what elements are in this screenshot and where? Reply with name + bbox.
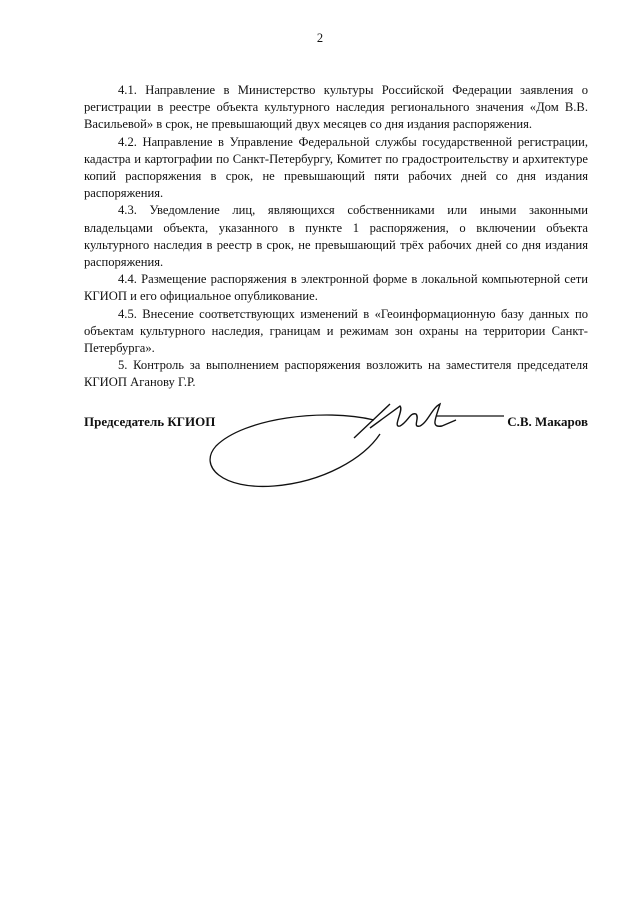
paragraph-5: 5. Контроль за выполнением распоряжения возложить на заместителя председателя КГИОП Аганову Г.Р. (84, 358, 588, 390)
document-body (84, 82, 588, 392)
page-number: 2 (316, 31, 324, 45)
paragraph-4-4: 4.4. Размещение распоряжения в электронной форме в локальной компьютерной сети КГИОП и его официальное опубликование. (84, 272, 588, 304)
handwritten-signature (204, 398, 504, 508)
paragraph-4-3: 4.3. Уведомление лиц, являющихся собственниками или иными законными владельцами объекта, указанного в пункте 1 распоряжения, о включении объекта культурного наследия в реестр в срок, не превышающий трёх рабочих дней со дня издания распоряжения. (84, 203, 588, 270)
signatory-title: Председатель КГИОП (84, 414, 216, 429)
signature-block (84, 398, 588, 508)
paragraph-4-2: 4.2. Направление в Управление Федеральной службы государственной регистрации, кадастра и картографии по Санкт-Петербургу, Комитет по градостроительству и архитектуре копий распоряжения в срок, не превышающий пяти рабочих дней со дня издания распоряжения. (84, 134, 588, 201)
paragraph-4-5: 4.5. Внесение соответствующих изменений в «Геоинформационную базу данных по объектам культурного наследия, границам и режимам зон охраны на территории Санкт-Петербурга». (84, 306, 588, 356)
paragraph-4-1: 4.1. Направление в Министерство культуры Российской Федерации заявления о регистрации в реестре объекта культурного наследия регионального значения «Дом В.В. Васильевой» в срок, не превышающий двух месяцев со дня издания распоряжения. (84, 83, 588, 132)
signatory-name: С.В. Макаров (507, 414, 588, 429)
